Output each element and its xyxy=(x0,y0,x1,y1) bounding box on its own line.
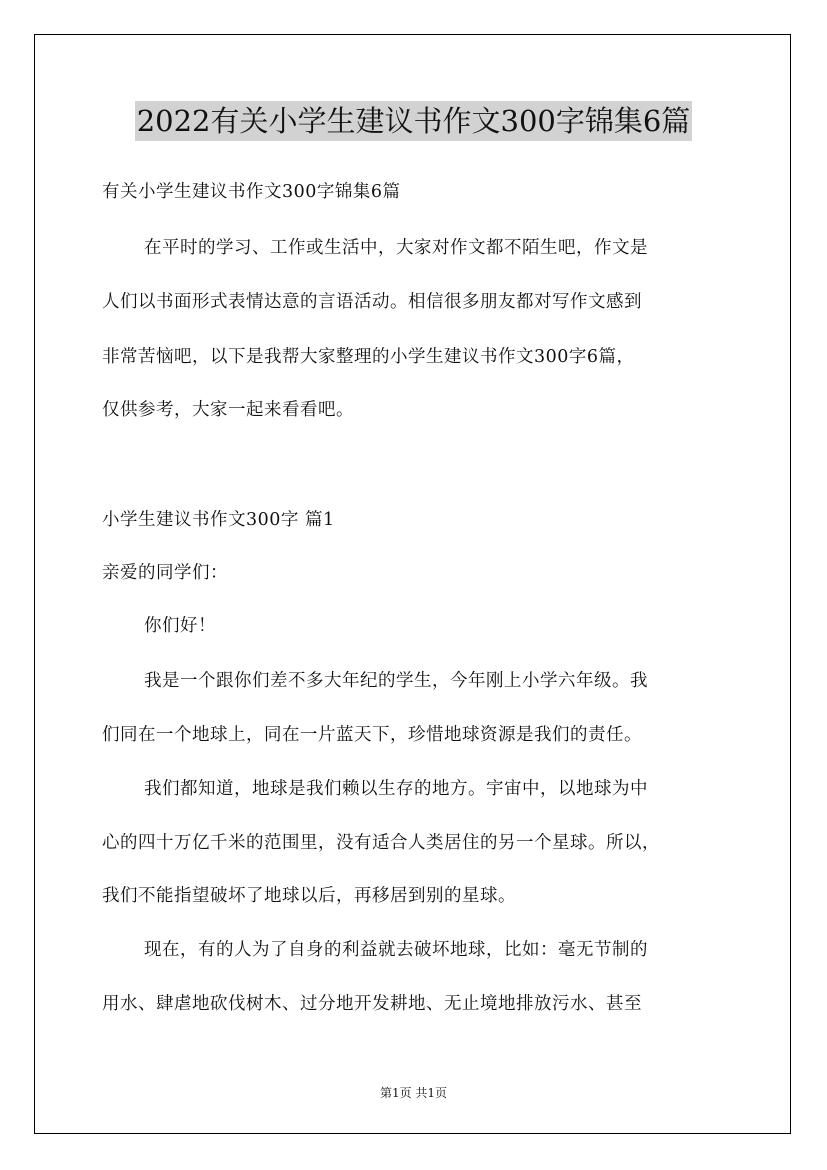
paragraph-line: 用水、肆虐地砍伐树木、过分地开发耕地、无止境地排放污水、甚至 xyxy=(102,994,642,1014)
paragraph-line: 仅供参考，大家一起来看看吧。 xyxy=(102,400,354,420)
paragraph-line: 我们都知道，地球是我们赖以生存的地方。宇宙中，以地球为中 xyxy=(144,779,648,799)
title-wrap xyxy=(0,101,827,141)
paragraph-line: 我们不能指望破坏了地球以后，再移居到别的星球。 xyxy=(102,886,516,906)
paragraph-line: 心的四十万亿千米的范围里，没有适合人类居住的另一个星球。所以， xyxy=(102,833,660,853)
section-heading: 小学生建议书作文300字 篇1 xyxy=(102,510,335,530)
salutation-line: 亲爱的同学们： xyxy=(102,563,228,583)
subtitle-line: 有关小学生建议书作文300字锦集6篇 xyxy=(102,182,401,202)
paragraph-line: 人们以书面形式表情达意的言语活动。相信很多朋友都对写作文感到 xyxy=(102,292,642,312)
paragraph-line: 在平时的学习、工作或生活中，大家对作文都不陌生吧，作文是 xyxy=(144,238,648,258)
paragraph-line: 非常苦恼吧，以下是我帮大家整理的小学生建议书作文300字6篇， xyxy=(102,347,635,367)
page-footer: 第1页 共1页 xyxy=(379,1086,448,1100)
paragraph-line: 我是一个跟你们差不多大年纪的学生，今年刚上小学六年级。我 xyxy=(144,671,648,691)
paragraph-line: 们同在一个地球上，同在一片蓝天下，珍惜地球资源是我们的责任。 xyxy=(102,725,642,745)
paragraph-line: 现在，有的人为了自身的利益就去破坏地球，比如：毫无节制的 xyxy=(144,940,648,960)
greeting-line: 你们好！ xyxy=(144,616,216,636)
document-title: 2022有关小学生建议书作文300字锦集6篇 xyxy=(135,101,693,141)
